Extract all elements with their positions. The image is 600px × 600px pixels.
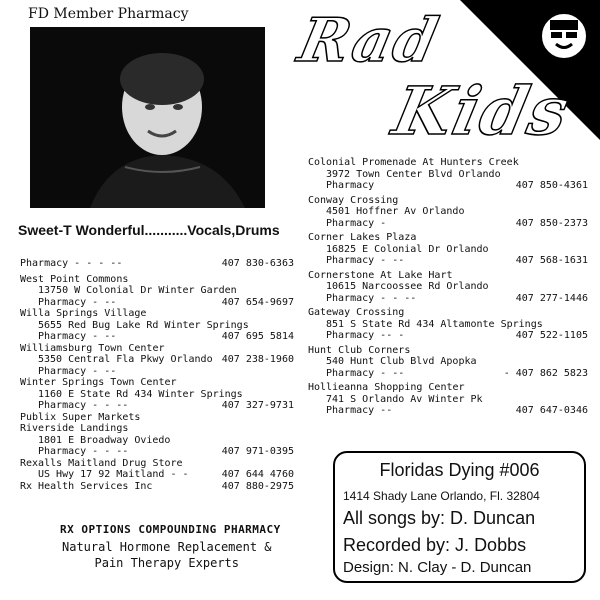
list-item: Corner Lakes Plaza 16825 E Colonial Dr Orlando Pharmacy - -- 407 568-1631	[308, 232, 588, 266]
design-credit: Design: N. Clay - D. Duncan	[343, 559, 532, 576]
rx-options-subtitle: Natural Hormone Replacement & Pain Therapy Experts	[62, 540, 272, 570]
label-address: 1414 Shady Lane Orlando, Fl. 32804	[343, 489, 540, 503]
location-name: Willa Springs Village	[20, 308, 147, 319]
phone-number: 407 971-0395	[221, 446, 294, 457]
phone-number: 407 850-4361	[515, 180, 588, 191]
location-name: Colonial Promenade At Hunters Creek	[308, 157, 519, 168]
face-logo-icon	[540, 12, 588, 60]
location-address: 741 S Orlando Av Winter Pk	[326, 393, 483, 405]
location-name: Rx Health Services Inc	[20, 480, 153, 492]
phone-number: 407 830-6363	[221, 258, 294, 269]
location-name: Publix Super Markets	[20, 411, 141, 423]
header-label: FD Member Pharmacy	[28, 6, 189, 22]
phone-number: 407 654-9697	[221, 296, 294, 308]
location-name: Riverside Landings	[20, 423, 129, 434]
rx-options-title: RX OPTIONS COMPOUNDING PHARMACY	[60, 523, 281, 536]
list-item: Conway Crossing 4501 Hoffner Av Orlando Pharmacy - 407 850-2373	[308, 194, 588, 229]
list-item: Colonial Promenade At Hunters Creek 3972 Town Center Blvd Orlando Pharmacy 407 850-4361	[308, 157, 588, 191]
photo-illustration	[30, 27, 265, 208]
list-item: Hunt Club Corners 540 Hunt Club Blvd Apopka Pharmacy - -- - 407 862 5823	[308, 344, 588, 379]
band-member-credit: Sweet-T Wonderful...........Vocals,Drums	[18, 222, 280, 238]
location-address: 10615 Narcoossee Rd Orlando	[326, 281, 489, 292]
list-item: Gateway Crossing 851 S State Rd 434 Altamonte Springs Pharmacy -- - 407 522-1105	[308, 307, 588, 341]
location-name: Hollieanna Shopping Center	[308, 382, 465, 393]
location-name: Corner Lakes Plaza	[308, 232, 417, 243]
location-address: 4501 Hoffner Av Orlando	[326, 206, 465, 217]
location-name: Conway Crossing	[308, 194, 399, 206]
phone-number: - 407 862 5823	[503, 367, 588, 379]
release-info-box	[333, 451, 586, 583]
left-pharmacy-list	[20, 258, 300, 492]
right-pharmacy-list	[308, 157, 588, 417]
band-member-photo	[30, 27, 265, 208]
list-item: Willa Springs Village 5655 Red Bug Lake Rd Winter Springs Pharmacy - -- 407 695 5814	[20, 308, 300, 343]
location-name: Hunt Club Corners	[308, 344, 411, 356]
location-address: 1160 E State Rd 434 Winter Springs	[38, 388, 243, 400]
location-address: 851 S State Rd 434 Altamonte Springs	[326, 318, 543, 330]
location-name: West Point Commons	[20, 273, 129, 285]
list-item: Riverside Landings 1801 E Broadway Oviedo Pharmacy - - -- 407 971-0395	[20, 423, 300, 458]
location-address: 13750 W Colonial Dr Winter Garden	[38, 285, 237, 296]
phone-number: 407 647-0346	[515, 405, 588, 416]
phone-number: 407 880-2975	[221, 480, 294, 492]
location-name: Gateway Crossing	[308, 307, 405, 318]
list-item: Cornerstone At Lake Hart 10615 Narcoossee Rd Orlando Pharmacy - - -- 407 277-1446	[308, 269, 588, 304]
list-item	[20, 481, 300, 493]
phone-number: 407 568-1631	[515, 255, 588, 266]
list-item: West Point Commons 13750 W Colonial Dr Winter Garden Pharmacy - -- 407 654-9697	[20, 274, 300, 309]
location-name: Williamsburg Town Center	[20, 342, 165, 354]
release-title: Floridas Dying #006	[379, 460, 540, 480]
list-item: Hollieanna Shopping Center 741 S Orlando Av Winter Pk Pharmacy -- 407 647-0346	[308, 382, 588, 416]
location-address: 16825 E Colonial Dr Orlando	[326, 243, 489, 255]
phone-number: 407 238-1960	[221, 353, 294, 365]
phone-number: 407 522-1105	[515, 330, 588, 341]
list-item	[20, 412, 300, 424]
location-address: 5655 Red Bug Lake Rd Winter Springs	[38, 319, 249, 331]
title-rad: Rad	[292, 6, 446, 76]
phone-number: 407 695 5814	[221, 331, 294, 342]
list-item	[20, 458, 300, 481]
location-address: 1801 E Broadway Oviedo	[38, 434, 171, 446]
phone-number: 407 850-2373	[515, 217, 588, 229]
location-name: Rexalls Maitland Drug Store	[20, 457, 183, 469]
location-address: 540 Hunt Club Blvd Apopka	[326, 356, 477, 367]
list-item: Pharmacy - - - -- 407 830-6363	[20, 258, 294, 269]
phone-number: 407 327-9731	[221, 400, 294, 411]
title-kids: Kids	[386, 72, 578, 150]
list-item: Williamsburg Town Center 5350 Central Fla Pkwy Orlando Pharmacy - -- 407 238-1960	[20, 343, 300, 378]
phone-number: 407 277-1446	[515, 292, 588, 304]
location-address: 5350 Central Fla Pkwy Orlando	[38, 354, 213, 365]
recorded-credit: Recorded by: J. Dobbs	[343, 535, 527, 555]
songs-credit: All songs by: D. Duncan	[343, 508, 536, 528]
location-address: 3972 Town Center Blvd Orlando	[326, 168, 501, 180]
phone-number: 407 644 4760	[221, 468, 294, 480]
list-item: Winter Springs Town Center 1160 E State Rd 434 Winter Springs Pharmacy - - -- 407 327-9731	[20, 377, 300, 412]
location-name: Cornerstone At Lake Hart	[308, 269, 453, 281]
location-name: Winter Springs Town Center	[20, 377, 177, 388]
location-address: US Hwy 17 92 Maitland - -	[38, 469, 189, 480]
